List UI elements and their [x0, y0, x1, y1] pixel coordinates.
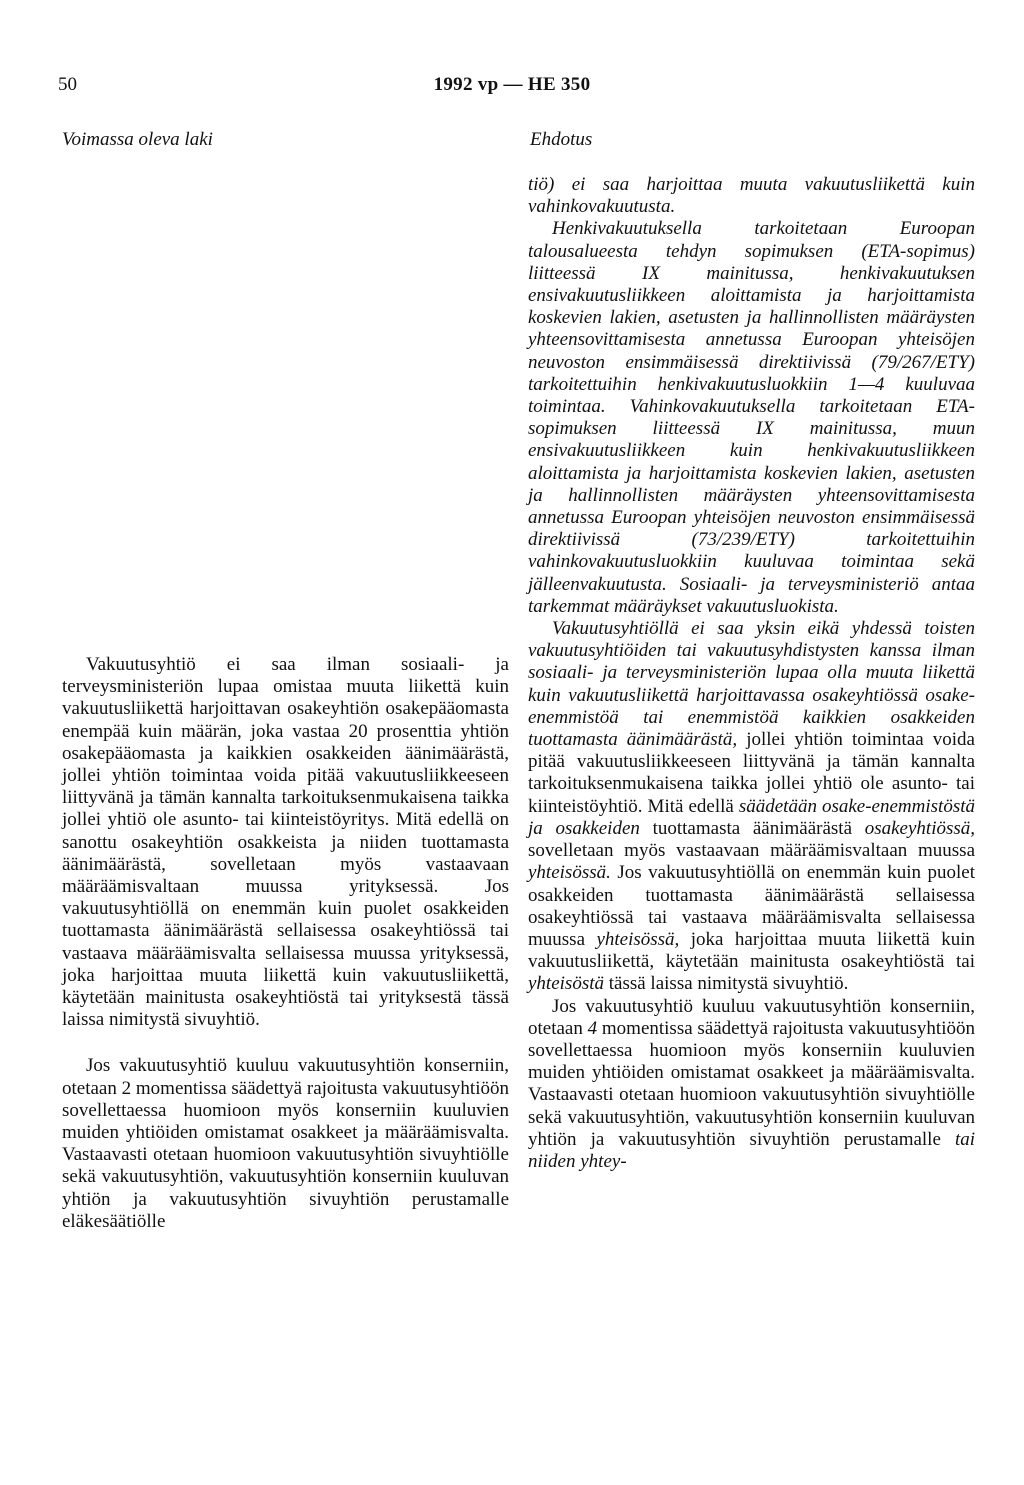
right-column-heading: Ehdotus — [530, 129, 593, 150]
text-run: sovelletaan myös vastaavaan määräämisvaltaan muussa — [528, 840, 975, 862]
left-paragraph-1: Vakuutusyhtiö ei saa ilman sosiaali- ja terveysministeriön lupaa omistaa muuta liikettä kuin vakuutusliikettä harjoittavan osakeyhtiön osakepääomasta enempää kuin määrän, joka vastaa 20 prosenttia yhtiön osakepääomasta ja kaikkien osakkeiden äänimäärästä, jollei yhtiön toimintaa voida pitää vakuutusliikkeeseen liittyvänä ja tämän kannalta tarkoituksenmukaisena taikka jollei yhtiö ole asunto- tai kiinteistöyritys. Mitä edellä on sanottu osakeyhtiön osakkeista ja niiden tuottamasta äänimäärästä, sovelletaan myös vastaavaan määräämisvaltaan muussa yrityksessä. Jos vakuutusyhtiöllä on enemmän kuin puolet osakkeiden tuottamasta äänimäärästä sellaisessa osakeyhtiössä tai vastaava määräämisvalta sellaisessa muussa yrityksessä, joka harjoittaa muuta liikettä kuin vakuutusliikettä, käytetään mainitusta osakeyhtiöstä tai yrityksestä tässä laissa nimitystä sivuyhtiö. — [62, 654, 509, 1031]
right-paragraph-4 — [528, 996, 975, 1174]
amended-text: yhteisössä, — [596, 928, 680, 950]
amended-text: 4 — [587, 1017, 598, 1039]
running-title: 1992 vp — HE 350 — [433, 74, 591, 95]
left-column — [62, 654, 509, 1233]
amended-text: tai niiden yhtey- — [528, 1128, 975, 1172]
right-paragraph-2: Henkivakuutuksella tarkoitetaan Euroopan talousalueesta tehdyn sopimuksen (ETA-sopimus) liitteessä IX mainitussa, henkivakuutuksen ensivakuutusliikkeen aloittamista ja harjoittamista koskevien lakien, asetusten ja hallinnollisten määräysten yhteensovittamisesta annetussa Euroopan yhteisöjen neuvoston ensimmäisessä direktiivissä (79/267/ETY) tarkoitettuihin henkivakuutusluokkiin 1—4 kuuluvaa toimintaa. Vahinkovakuutuksella tarkoitetaan ETA-sopimuksen liitteessä IX mainitussa, muun ensivakuutusliikkeen kuin henkivakuutusliikkeen aloittamista ja harjoittamista koskevien lakien, asetusten ja hallinnollisten määräysten yhteensovittamisesta annetussa Euroopan yhteisöjen neuvoston ensimmäisessä direktiivissä (73/239/ETY) tarkoitettuihin vahinkovakuutusluokkiin kuuluvaa toimintaa sekä jälleenvakuutusta. Sosiaali- ja terveysministeriö antaa tarkemmat määräykset vakuutusluokista. — [528, 218, 975, 617]
text-run: momentissa säädettyä rajoitusta vakuutusyhtiöön sovellettaessa huomioon myös konserniin kuuluvien muiden yhtiöiden omistamat osakkeet ja määräämisvalta. Vastaavasti otetaan huomioon vakuutusyhtiön sivuyhtiölle sekä vakuutusyhtiön, vakuutusyhtiön konserniin kuuluvan yhtiön ja vakuutusyhtiön sivuyhtiön perustamalle — [528, 1017, 975, 1150]
right-paragraph-1: tiö) ei saa harjoittaa muuta vakuutusliikettä kuin vahinkovakuutusta. — [528, 174, 975, 218]
right-paragraph-3 — [528, 618, 975, 995]
amended-text: osakeyhtiössä, — [864, 817, 976, 839]
text-run: tässä laissa nimitystä sivuyhtiö. — [604, 973, 849, 995]
amended-text: yhteisössä. — [528, 862, 611, 884]
page-number: 50 — [58, 74, 77, 95]
text-run: joka harjoittaa muuta liikettä kuin vakuutusliikettä, käytetään mainitusta osakeyhtiöstä tai — [528, 928, 976, 973]
amended-text: yhteisöstä — [528, 973, 604, 995]
right-column — [528, 174, 975, 1173]
left-column-heading: Voimassa oleva laki — [62, 129, 213, 150]
amended-text: Vakuutusyhtiöllä ei saa yksin eikä yhdessä toisten vakuutusyhtiöiden tai vakuutusyhdistysten kanssa ilman sosiaali- ja terveysministeriön lupaa olla muuta liikettä kuin vakuutusliikettä harjoittavassa osakeyhtiössä osake-enemmistöä tai enemmistöä kaikkien osakkeiden tuottamasta äänimäärästä, — [528, 618, 975, 751]
text-run: jollei yhtiön toimintaa voida pitää vakuutusliikkeeseen liittyvänä ja tämän kannalta tarkoituksenmukaisena taikka jollei yhtiö ole asunto- tai kiinteistöyhtiö. Mitä edellä — [528, 729, 975, 817]
left-paragraph-2: Jos vakuutusyhtiö kuuluu vakuutusyhtiön konserniin, otetaan 2 momentissa säädettyä rajoitusta vakuutusyhtiöön sovellettaessa huomioon myös konserniin kuuluvien muiden yhtiöiden omistamat osakkeet ja määräämisvalta. Vastaavasti otetaan huomioon vakuutusyhtiön sivuyhtiölle sekä vakuutusyhtiön, vakuutusyhtiön konserniin kuuluvan yhtiön ja vakuutusyhtiön sivuyhtiön perustamalle eläkesäätiölle — [62, 1055, 509, 1232]
amended-text: säädetään osake-enemmistöstä ja osakkeiden — [528, 795, 975, 839]
text-run: tuottamasta äänimäärästä — [639, 817, 865, 839]
text-run: Jos vakuutusyhtiöllä on enemmän kuin puolet osakkeiden tuottamasta äänimäärästä sellaisessa osakeyhtiössä tai vastaava määräämisvalta sellaisessa muussa — [528, 862, 975, 950]
text-run: Jos vakuutusyhtiö kuuluu vakuutusyhtiön konserniin, otetaan — [528, 995, 975, 1039]
